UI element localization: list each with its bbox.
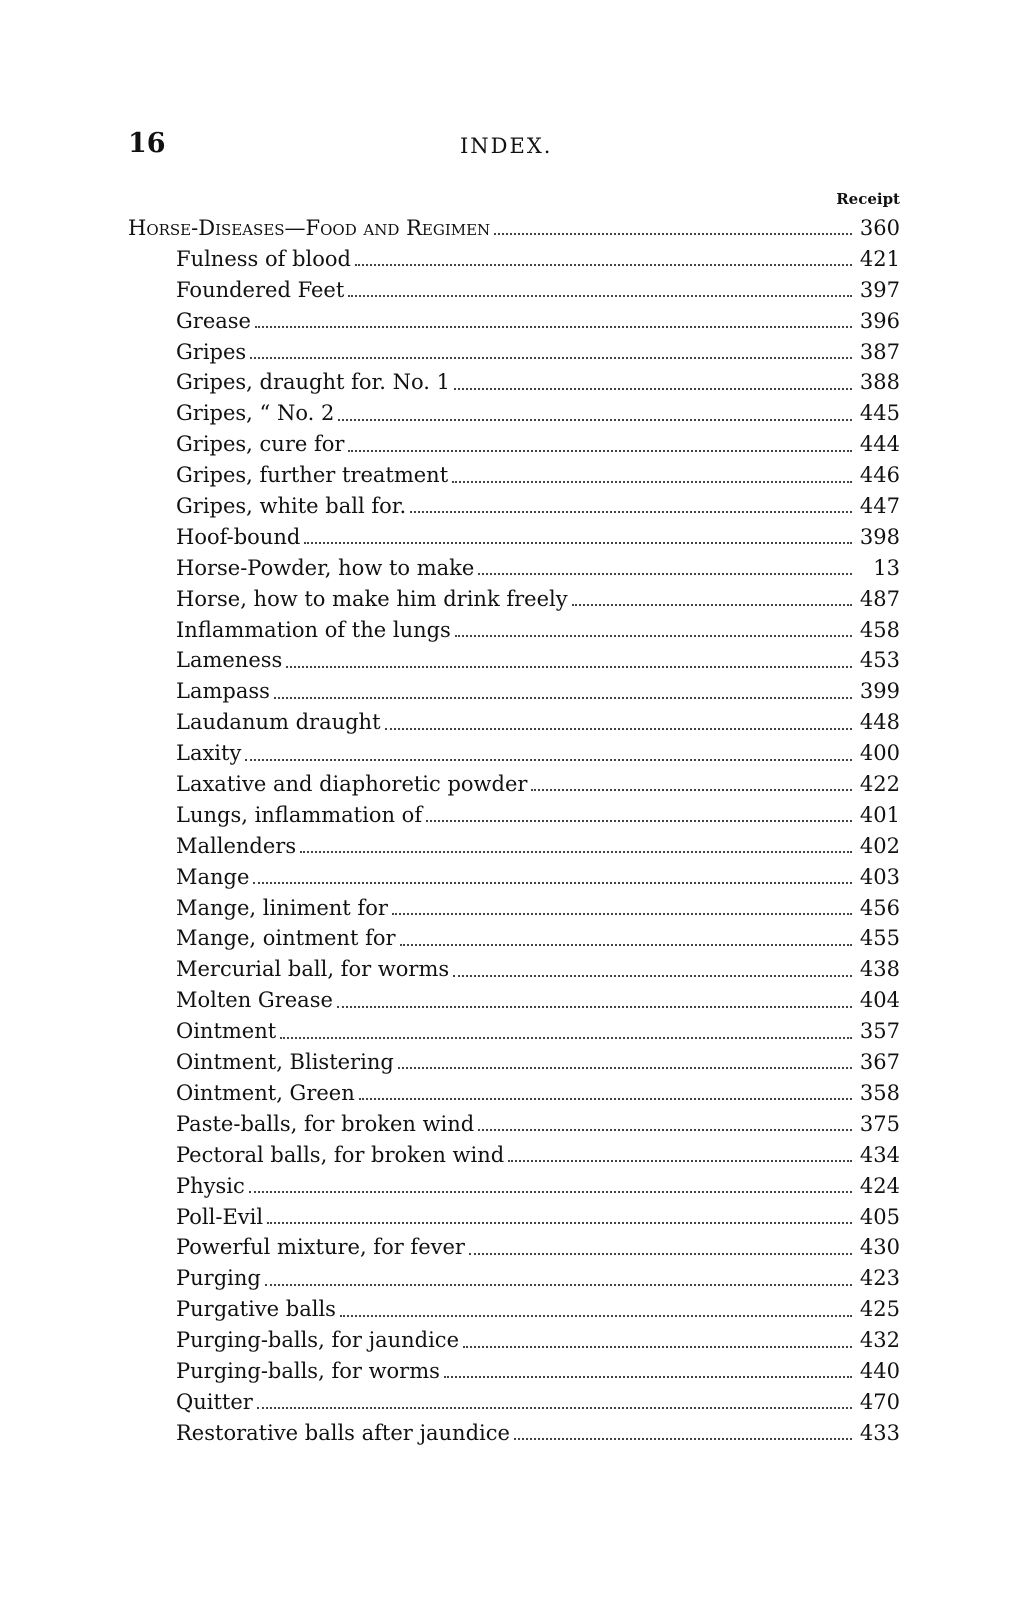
dot-leader bbox=[348, 295, 852, 297]
entry-name: Molten Grease bbox=[176, 988, 333, 1013]
dot-leader bbox=[572, 604, 852, 606]
entry-name: Gripes, “ No. 2 bbox=[176, 401, 335, 426]
index-entry bbox=[128, 862, 900, 893]
entry-name: Gripes bbox=[176, 339, 247, 364]
dot-leader bbox=[410, 511, 852, 513]
dot-leader bbox=[267, 1222, 852, 1224]
receipt-number: 421 bbox=[859, 246, 900, 271]
entry-name: Ointment, Blistering bbox=[176, 1050, 394, 1075]
entry-name: Purging-balls, for jaundice bbox=[176, 1328, 459, 1353]
receipt-number: 425 bbox=[859, 1297, 900, 1322]
entry-name: Laxity bbox=[176, 741, 242, 766]
dot-leader bbox=[274, 697, 852, 699]
receipt-number: 447 bbox=[859, 494, 900, 519]
receipt-number: 458 bbox=[859, 617, 900, 642]
entry-name: Lameness bbox=[176, 648, 283, 673]
index-entry bbox=[128, 213, 900, 244]
receipt-number: 430 bbox=[859, 1235, 900, 1260]
column-header: Receipt bbox=[836, 190, 900, 208]
entry-name: Lungs, inflammation of bbox=[176, 802, 423, 827]
dot-leader bbox=[337, 1006, 852, 1008]
entry-name: Pectoral balls, for broken wind bbox=[176, 1142, 505, 1167]
receipt-number: 375 bbox=[859, 1111, 900, 1136]
receipt-number: 403 bbox=[859, 864, 900, 889]
index-entry bbox=[128, 1140, 900, 1171]
index-entry bbox=[128, 1356, 900, 1387]
entry-name: Paste-balls, for broken wind bbox=[176, 1111, 475, 1136]
entry-name: Purgative balls bbox=[176, 1297, 336, 1322]
index-entry bbox=[128, 1171, 900, 1202]
receipt-number: 487 bbox=[859, 586, 900, 611]
receipt-number: 453 bbox=[859, 648, 900, 673]
receipt-number: 445 bbox=[859, 401, 900, 426]
dot-leader bbox=[469, 1253, 852, 1255]
receipt-number: 398 bbox=[859, 524, 900, 549]
entry-name: Gripes, draught for. No. 1 bbox=[176, 370, 450, 395]
dot-leader bbox=[355, 264, 852, 266]
receipt-number: 422 bbox=[859, 772, 900, 797]
index-entry bbox=[128, 1263, 900, 1294]
dot-leader bbox=[426, 820, 852, 822]
index-entry bbox=[128, 676, 900, 707]
receipt-number: 388 bbox=[859, 370, 900, 395]
index-entry bbox=[128, 584, 900, 615]
index-entry bbox=[128, 1232, 900, 1263]
entry-name: Restorative balls after jaundice bbox=[176, 1420, 510, 1445]
receipt-number: 396 bbox=[859, 308, 900, 333]
entry-name: Horse-Diseases—Food and Regimen bbox=[128, 216, 491, 240]
index-entries bbox=[128, 213, 900, 1449]
index-entry bbox=[128, 367, 900, 398]
dot-leader bbox=[255, 326, 852, 328]
dot-leader bbox=[304, 542, 852, 544]
entry-name: Ointment, Green bbox=[176, 1080, 355, 1105]
index-entry bbox=[128, 985, 900, 1016]
entry-name: Laudanum draught bbox=[176, 710, 381, 735]
dot-leader bbox=[508, 1160, 852, 1162]
dot-leader bbox=[400, 944, 852, 946]
receipt-number: 367 bbox=[859, 1050, 900, 1075]
dot-leader bbox=[265, 1284, 852, 1286]
dot-leader bbox=[531, 789, 852, 791]
entry-name: Inflammation of the lungs bbox=[176, 617, 451, 642]
entry-name: Physic bbox=[176, 1173, 245, 1198]
dot-leader bbox=[463, 1346, 852, 1348]
index-entry bbox=[128, 831, 900, 862]
dot-leader bbox=[392, 913, 852, 915]
dot-leader bbox=[398, 1067, 852, 1069]
dot-leader bbox=[385, 728, 852, 730]
dot-leader bbox=[280, 1037, 852, 1039]
receipt-number: 432 bbox=[859, 1328, 900, 1353]
index-entry bbox=[128, 398, 900, 429]
receipt-number: 13 bbox=[873, 555, 900, 580]
dot-leader bbox=[454, 388, 852, 390]
index-entry bbox=[128, 615, 900, 646]
entry-name: Laxative and diaphoretic powder bbox=[176, 772, 528, 797]
entry-name: Fulness of blood bbox=[176, 246, 351, 271]
entry-name: Hoof-bound bbox=[176, 524, 301, 549]
receipt-number: 405 bbox=[859, 1204, 900, 1229]
index-entry bbox=[128, 1202, 900, 1233]
index-entry bbox=[128, 306, 900, 337]
receipt-number: 446 bbox=[859, 463, 900, 488]
entry-name: Gripes, further treatment bbox=[176, 463, 449, 488]
dot-leader bbox=[452, 481, 852, 483]
entry-name: Mange bbox=[176, 864, 250, 889]
receipt-number: 438 bbox=[859, 957, 900, 982]
dot-leader bbox=[514, 1438, 852, 1440]
entry-name: Purging-balls, for worms bbox=[176, 1358, 440, 1383]
index-entry bbox=[128, 645, 900, 676]
receipt-number: 387 bbox=[859, 339, 900, 364]
dot-leader bbox=[444, 1376, 852, 1378]
entry-name: Gripes, cure for bbox=[176, 432, 345, 457]
entry-name: Mange, ointment for bbox=[176, 926, 396, 951]
dot-leader bbox=[245, 759, 852, 761]
index-entry bbox=[128, 491, 900, 522]
dot-leader bbox=[455, 635, 852, 637]
index-entry bbox=[128, 1387, 900, 1418]
dot-leader bbox=[478, 573, 852, 575]
index-entry bbox=[128, 954, 900, 985]
index-entry bbox=[128, 1109, 900, 1140]
index-entry bbox=[128, 1325, 900, 1356]
receipt-number: 360 bbox=[859, 216, 900, 240]
dot-leader bbox=[340, 1315, 852, 1317]
receipt-number: 358 bbox=[859, 1080, 900, 1105]
index-entry bbox=[128, 1294, 900, 1325]
entry-name: Horse, how to make him drink freely bbox=[176, 586, 568, 611]
entry-name: Mallenders bbox=[176, 833, 297, 858]
entry-name: Powerful mixture, for fever bbox=[176, 1235, 465, 1260]
entry-name: Poll-Evil bbox=[176, 1204, 264, 1229]
index-entry bbox=[128, 800, 900, 831]
index-entry bbox=[128, 1418, 900, 1449]
dot-leader bbox=[253, 882, 852, 884]
dot-leader bbox=[300, 851, 852, 853]
receipt-number: 401 bbox=[859, 802, 900, 827]
entry-name: Lampass bbox=[176, 679, 270, 704]
receipt-number: 404 bbox=[859, 988, 900, 1013]
receipt-number: 470 bbox=[859, 1389, 900, 1414]
index-entry bbox=[128, 244, 900, 275]
entry-name: Horse-Powder, how to make bbox=[176, 555, 475, 580]
receipt-number: 400 bbox=[859, 741, 900, 766]
receipt-number: 402 bbox=[859, 833, 900, 858]
index-entry bbox=[128, 429, 900, 460]
dot-leader bbox=[359, 1098, 852, 1100]
receipt-number: 434 bbox=[859, 1142, 900, 1167]
index-entry bbox=[128, 893, 900, 924]
receipt-number: 444 bbox=[859, 432, 900, 457]
running-head: INDEX. bbox=[460, 134, 553, 158]
entry-name: Gripes, white ball for. bbox=[176, 494, 407, 519]
dot-leader bbox=[249, 1191, 852, 1193]
receipt-number: 433 bbox=[859, 1420, 900, 1445]
index-entry bbox=[128, 522, 900, 553]
index-entry bbox=[128, 923, 900, 954]
dot-leader bbox=[348, 450, 852, 452]
dot-leader bbox=[453, 975, 852, 977]
entry-name: Mange, liniment for bbox=[176, 895, 388, 920]
index-entry bbox=[128, 738, 900, 769]
receipt-number: 455 bbox=[859, 926, 900, 951]
entry-name: Quitter bbox=[176, 1389, 253, 1414]
index-entry bbox=[128, 275, 900, 306]
index-entry bbox=[128, 337, 900, 368]
index-entry bbox=[128, 460, 900, 491]
dot-leader bbox=[250, 357, 852, 359]
receipt-number: 448 bbox=[859, 710, 900, 735]
index-entry bbox=[128, 1016, 900, 1047]
entry-name: Foundered Feet bbox=[176, 277, 345, 302]
index-entry bbox=[128, 1078, 900, 1109]
index-entry bbox=[128, 707, 900, 738]
receipt-number: 357 bbox=[859, 1019, 900, 1044]
dot-leader bbox=[478, 1129, 852, 1131]
dot-leader bbox=[257, 1407, 852, 1409]
receipt-number: 423 bbox=[859, 1266, 900, 1291]
entry-name: Ointment bbox=[176, 1019, 277, 1044]
dot-leader bbox=[286, 666, 852, 668]
entry-name: Grease bbox=[176, 308, 251, 333]
index-entry bbox=[128, 1047, 900, 1078]
receipt-number: 399 bbox=[859, 679, 900, 704]
page-number: 16 bbox=[128, 128, 166, 159]
receipt-number: 456 bbox=[859, 895, 900, 920]
receipt-number: 397 bbox=[859, 277, 900, 302]
entry-name: Purging bbox=[176, 1266, 261, 1291]
dot-leader bbox=[338, 419, 852, 421]
receipt-number: 440 bbox=[859, 1358, 900, 1383]
receipt-number: 424 bbox=[859, 1173, 900, 1198]
dot-leader bbox=[494, 233, 852, 235]
index-entry bbox=[128, 769, 900, 800]
index-entry bbox=[128, 553, 900, 584]
entry-name: Mercurial ball, for worms bbox=[176, 957, 450, 982]
